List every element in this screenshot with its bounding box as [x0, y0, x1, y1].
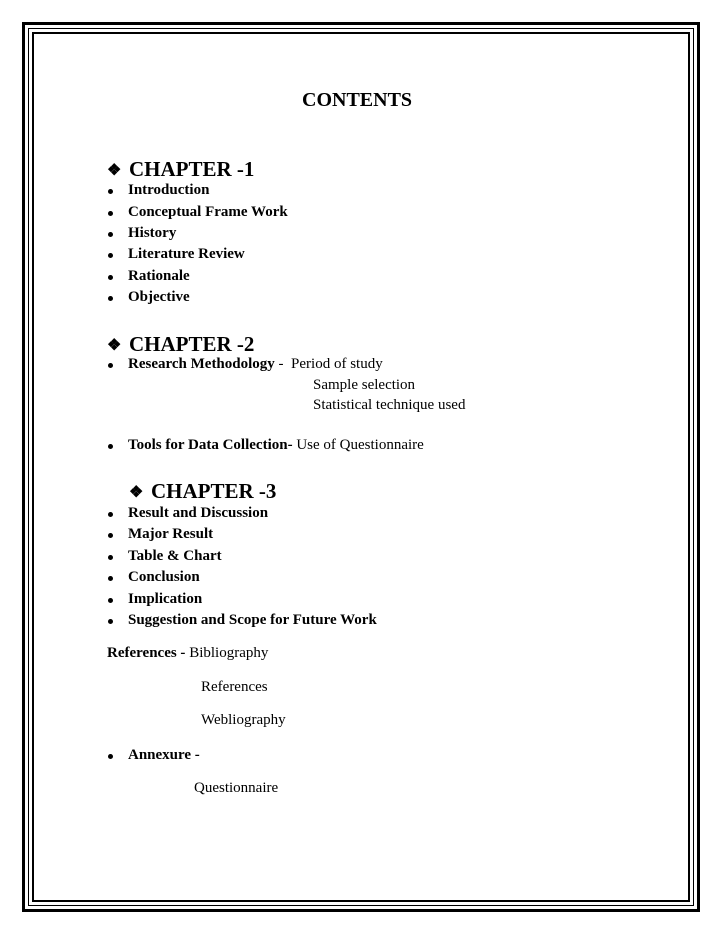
list-item-label: Result and Discussion	[128, 505, 269, 521]
list-item-label: Implication	[128, 591, 203, 607]
bullet-icon	[108, 576, 113, 581]
bullet-icon	[108, 189, 113, 194]
bullet-icon	[108, 275, 113, 280]
bullet-icon	[108, 232, 113, 237]
list-item-label: Introduction	[128, 182, 210, 198]
list-item-label: Objective	[128, 289, 190, 305]
references-label: References -	[107, 645, 186, 661]
chapter-1-title: CHAPTER -1	[129, 157, 255, 181]
annexure-item: Questionnaire	[194, 780, 279, 796]
diamond-bullet-icon: ❖	[107, 162, 122, 179]
separator: -	[274, 356, 292, 372]
bullet-icon	[108, 211, 113, 216]
diamond-bullet-icon: ❖	[107, 337, 122, 354]
chapter-3-title: CHAPTER -3	[151, 479, 277, 503]
tools-value: Use of Questionnaire	[292, 437, 424, 453]
bullet-icon	[108, 598, 113, 603]
research-methodology-label: Research Methodology	[128, 356, 275, 372]
bullet-icon	[108, 253, 113, 258]
research-sub-item: Sample selection	[313, 377, 416, 393]
research-sub-item: Statistical technique used	[313, 397, 466, 413]
chapter-1-heading	[107, 157, 254, 182]
diamond-bullet-icon: ❖	[129, 484, 144, 501]
bullet-icon	[108, 363, 113, 368]
research-sub-item: Period of study	[291, 356, 383, 372]
bullet-icon	[108, 619, 113, 624]
bullet-icon	[108, 296, 113, 301]
bullet-icon	[108, 444, 113, 449]
bullet-icon	[108, 533, 113, 538]
bullet-icon	[108, 555, 113, 560]
list-item-label: Rationale	[128, 268, 190, 284]
annexure-label: Annexure -	[128, 747, 200, 763]
list-item-label: Conceptual Frame Work	[128, 204, 288, 220]
list-item-label: Literature Review	[128, 246, 245, 262]
list-item-label: History	[128, 225, 177, 241]
reference-item: Bibliography	[189, 645, 269, 661]
list-item-label: Conclusion	[128, 569, 200, 585]
list-item-label: Table & Chart	[128, 548, 222, 564]
tools-label: Tools for Data Collection-	[128, 437, 293, 453]
bullet-icon	[108, 754, 113, 759]
references-line	[107, 645, 268, 662]
reference-item: References	[201, 679, 268, 695]
bullet-icon	[108, 512, 113, 517]
list-item-label: Major Result	[128, 526, 214, 542]
chapter-3-heading	[129, 479, 276, 504]
page-title: CONTENTS	[302, 89, 413, 111]
reference-item: Webliography	[201, 712, 286, 728]
chapter-2-title: CHAPTER -2	[129, 332, 255, 356]
list-item-label: Suggestion and Scope for Future Work	[128, 612, 377, 628]
chapter-2-heading	[107, 332, 254, 357]
